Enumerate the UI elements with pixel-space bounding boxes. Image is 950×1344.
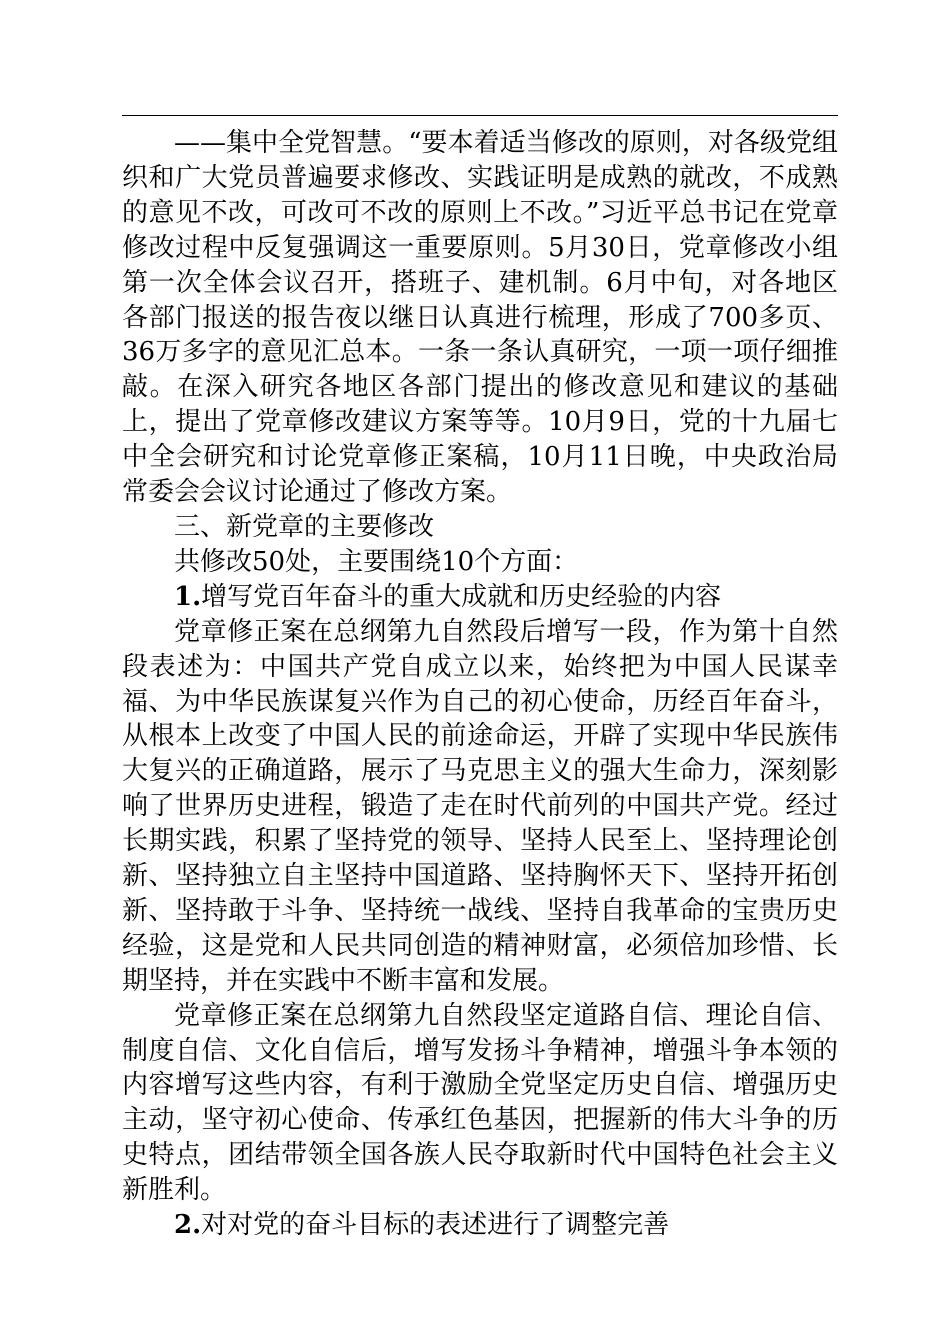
header-rule [122,115,838,116]
subheading-2-number: 2. [174,1210,202,1241]
paragraph-struggle-spirit: 党章修正案在总纲第九自然段坚定道路自信、理论自信、制度自信、文化自信后，增写发扬斗争精神，增强斗争本领的内容增写这些内容，有利于激励全党坚定历史自信、增强历史主动，坚守初心使命、传承红色基因，把握新的伟大斗争的历史特点，团结带领全国各族人民夺取新时代中国特色社会主义新胜利。 [122,1000,838,1206]
subheading-1-number: 1. [174,581,202,612]
section-heading-main-revisions: 三、新党章的主要修改 [174,511,435,542]
paragraph-tenth-section: 党章修正案在总纲第九自然段后增写一段，作为第十自然段表述为：中国共产党自成立以来，始终把为中国人民谋幸福、为中华民族谋复兴作为自己的初心使命，历经百年奋斗，从根本上改变了中国人民的前途命运，开辟了实现中华民族伟大复兴的正确道路，展示了马克思主义的强大生命力，深刻影响了世界历史进程，锻造了走在时代前列的中国共产党。经过长期实践，积累了坚持党的领导、坚持人民至上、坚持理论创新、坚持独立自主坚持中国道路、坚持胸怀天下、坚持开拓创新、坚持敢于斗争、坚持统一战线、坚持自我革命的宝贵历史经验，这是党和人民共同创造的精神财富，必须倍加珍惜、长期坚持，并在实践中不断丰富和发展。 [122,616,838,996]
summary-line: 共修改50处，主要围绕10个方面： [174,546,579,577]
subheading-2-text: 对对党的奋斗目标的表述进行了调整完善 [201,1210,670,1241]
subheading-2 [122,1208,838,1243]
subheading-1 [122,580,838,615]
subheading-1-text: 增写党百年奋斗的重大成就和历史经验的内容 [201,581,722,612]
paragraph-collective-wisdom: ——集中全党智慧。“要本着适当修改的原则，对各级党组织和广大党员普遍要求修改、实践证明是成熟的就改，不成熟的意见不改，可改可不改的原则上不改。”习近平总书记在党章修改过程中反复强调这一重要原则。5月30日，党章修改小组第一次全体会议召开，搭班子、建机制。6月中旬，对各地区各部门报送的报告夜以继日认真进行梳理，形成了700多页、36万多字的意见汇总本。一条一条认真研究，一项一项仔细推敲。在深入研究各地区各部门提出的修改意见和建议的基础上，提出了党章修改建议方案等等。10月9日，党的十九届七中全会研究和讨论党章修正案稿，10月11日晚，中央政治局常委会会议讨论通过了修改方案。 [122,128,838,508]
document-body [122,126,838,1243]
